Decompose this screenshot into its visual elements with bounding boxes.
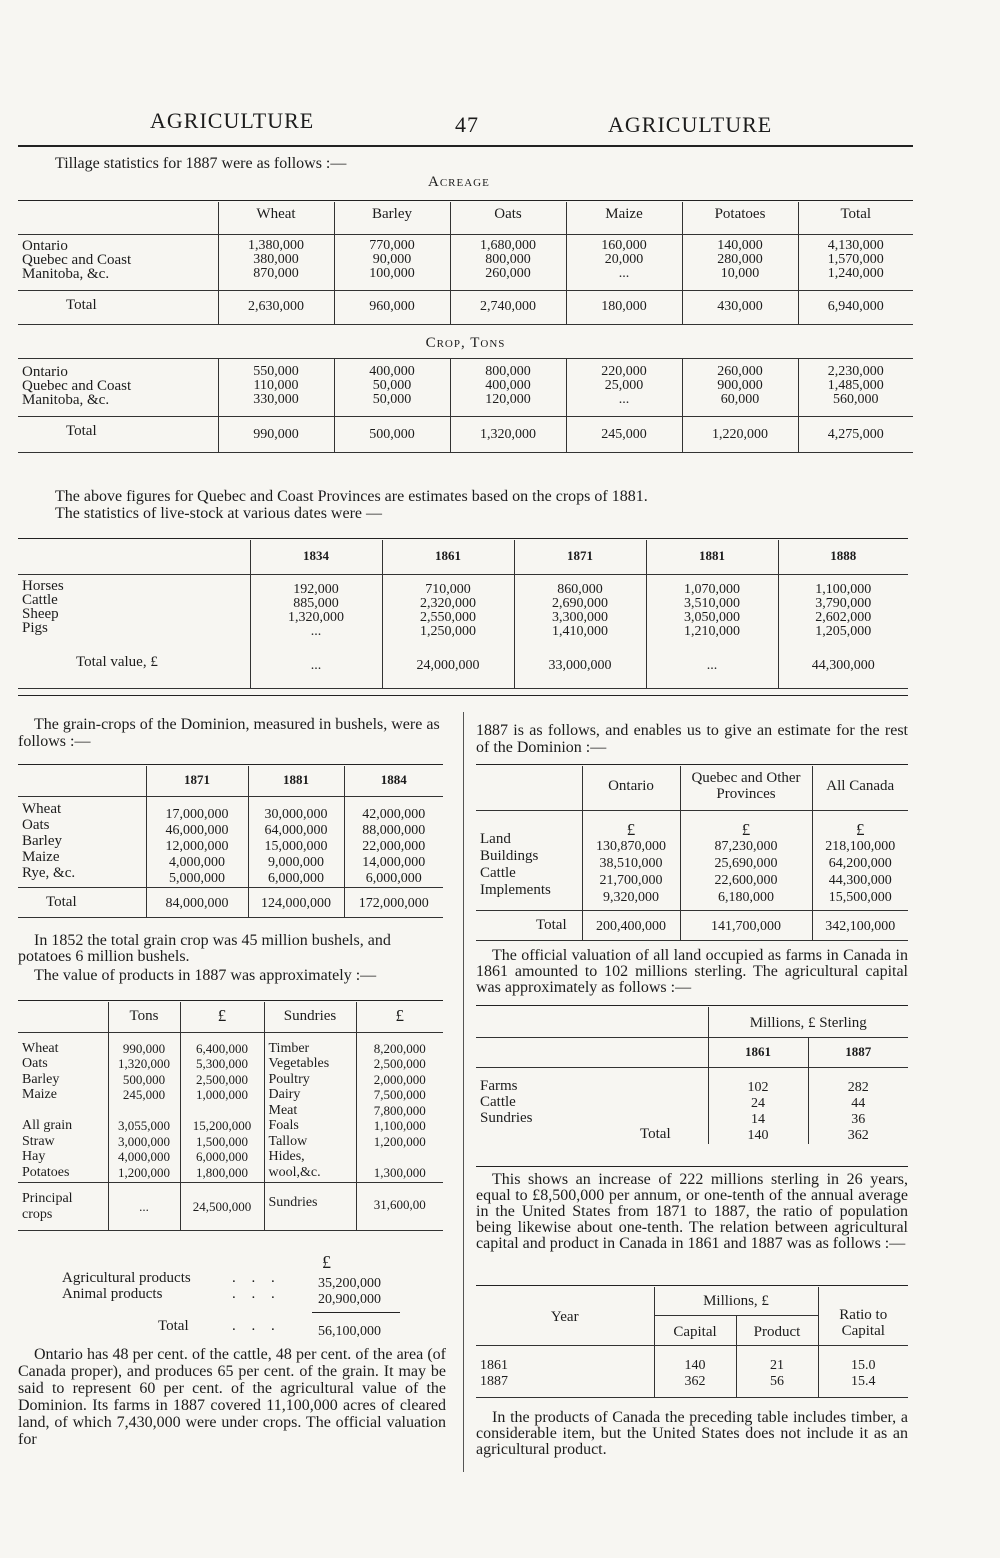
summary-total-label: Total bbox=[158, 1318, 189, 1334]
row-label: Sundries bbox=[480, 1109, 533, 1126]
cell: 6,000,000 bbox=[196, 1149, 248, 1164]
col-wheat: Wheat bbox=[218, 202, 334, 234]
products-col-sundries: Sundries bbox=[264, 1002, 356, 1032]
cell: 430,000 bbox=[682, 290, 798, 324]
cell: 84,000,000 bbox=[146, 887, 248, 917]
ontario-paragraph: Ontario has 48 per cent. of the cattle, 48 per cent. of the area (of Canada proper), and produces 65 per cent. of the grain. It may be said to represent 60 per cent. of the agricultural value of the Dominion. Its farms in 1887 covered 11,100,000 acres of cleared land, of which 7,430,000 were under crops. The official valuation for bbox=[18, 1346, 446, 1448]
cell: 87,230,000 bbox=[714, 838, 778, 854]
row-label: Barley bbox=[22, 832, 62, 849]
acreage-total-label: Total bbox=[66, 296, 97, 313]
currency-sign: £ bbox=[626, 819, 636, 839]
cell: 172,000,000 bbox=[344, 887, 443, 917]
livestock-row-labels bbox=[18, 574, 250, 648]
row-label: Rye, &c. bbox=[22, 864, 76, 881]
cell: 3,050,000 bbox=[684, 609, 740, 625]
cell: 260,000 bbox=[717, 363, 763, 379]
row-label: Hay bbox=[22, 1149, 46, 1164]
cell: 25,000 bbox=[604, 377, 644, 393]
col-barley: Barley bbox=[334, 202, 450, 234]
cell: 88,000,000 bbox=[362, 822, 426, 838]
grain-1852-note: In 1852 the total grain crop was 45 million bushels, and potatoes 6 million bushels. bbox=[18, 932, 391, 965]
cell: 860,000 bbox=[557, 581, 603, 597]
official-valuation-paragraph: The official valuation of all land occupied as farms in Canada in 1861 amounted to 102 millions sterling. The agricultural capital was approximately as follows :— bbox=[476, 947, 908, 996]
products-row-labels bbox=[18, 1032, 108, 1182]
cell: 2,230,000 bbox=[827, 363, 884, 379]
products-intro: The value of products in 1887 was approximately :— bbox=[34, 967, 377, 984]
valuation-row-labels bbox=[476, 810, 582, 910]
cell: 120,000 bbox=[485, 391, 531, 407]
acreage-title: Acreage bbox=[428, 174, 490, 190]
row-label: Land bbox=[480, 830, 511, 847]
cell: 560,000 bbox=[833, 391, 879, 407]
cell: 20,000 bbox=[604, 251, 644, 267]
cell: 1,500,000 bbox=[196, 1133, 248, 1149]
cell: ... bbox=[310, 623, 322, 639]
cell: 990,000 bbox=[122, 1040, 166, 1056]
row-label: Quebec and Coast bbox=[22, 377, 132, 394]
crop-title: Crop, Tons bbox=[425, 334, 506, 351]
column-divider bbox=[463, 712, 464, 1472]
cell: 4,275,000 bbox=[798, 416, 913, 452]
cell: 3,790,000 bbox=[815, 595, 872, 611]
note-estimates: The above figures for Quebec and Coast Provinces are estimates based on the crops of 1881. bbox=[55, 488, 648, 505]
cell: 141,700,000 bbox=[680, 910, 812, 940]
col-maize: Maize bbox=[566, 202, 682, 234]
summary-currency: £ bbox=[322, 1252, 331, 1272]
note-livestock: The statistics of live-stock at various dates were — bbox=[55, 505, 383, 522]
cell: Dairy bbox=[268, 1087, 301, 1102]
cell: 1,300,000 bbox=[373, 1164, 426, 1180]
cell: 1,320,000 bbox=[450, 416, 566, 452]
grain-col-1881: 1881 bbox=[248, 766, 344, 796]
cell bbox=[361, 1149, 440, 1165]
grain-top-rule bbox=[18, 764, 443, 765]
val-col-quebec: Quebec and Other Provinces bbox=[680, 766, 812, 810]
row-label: Wheat bbox=[22, 800, 62, 817]
capital-top-rule bbox=[476, 1005, 908, 1006]
summary-leaders: . . . . . . bbox=[232, 1270, 281, 1302]
cell: 31,600,00 bbox=[356, 1182, 443, 1230]
summary-label: Agricultural products bbox=[62, 1270, 191, 1286]
cell: 6,400,000 bbox=[196, 1040, 248, 1056]
cell: 140,000 bbox=[717, 237, 763, 253]
year-1861: 1861 bbox=[382, 540, 514, 574]
ratio-col-header: Ratio to Capital bbox=[818, 1287, 908, 1345]
cell: 218,100,000 bbox=[825, 838, 896, 854]
crop-total-label: Total bbox=[66, 422, 97, 439]
cell: 1,200,000 bbox=[118, 1164, 170, 1180]
cell: 30,000,000 bbox=[264, 806, 328, 822]
cell: 3,510,000 bbox=[684, 595, 740, 611]
cell: 6,940,000 bbox=[798, 290, 913, 324]
cell: 1,220,000 bbox=[682, 416, 798, 452]
cell: 124,000,000 bbox=[248, 887, 344, 917]
products-col-sundry-pounds: £ bbox=[356, 1002, 443, 1032]
cell: 2,320,000 bbox=[420, 595, 476, 611]
ratio-col-product: Product bbox=[736, 1315, 818, 1345]
summary-total-value: 56,100,000 bbox=[318, 1324, 381, 1339]
cell: 8,200,000 bbox=[373, 1040, 426, 1056]
header-rule bbox=[18, 145, 913, 147]
row-label: All grain bbox=[22, 1118, 73, 1133]
increase-paragraph: This shows an increase of 222 millions sterling in 26 years, equal to £8,500,000 per annum, or one-tenth of the annual average in the United States from 1871 to 1887, the ratio of population being likewise about one-tenth. The relation between agricultural capital and product in Canada in 1861 and 1887 was as follows :— bbox=[476, 1171, 908, 1252]
cell: 5,000,000 bbox=[169, 870, 225, 886]
cell: 380,000 bbox=[253, 251, 299, 267]
cell: 6,180,000 bbox=[718, 889, 774, 905]
cell: Hides, bbox=[268, 1149, 305, 1164]
products-top-rule bbox=[18, 1000, 443, 1001]
cell: 2,000,000 bbox=[373, 1071, 426, 1087]
row-label: Cattle bbox=[480, 1093, 516, 1110]
summary-value: 20,900,000 bbox=[318, 1292, 381, 1307]
cell: Timber bbox=[268, 1040, 310, 1056]
cell: 1,100,000 bbox=[373, 1118, 426, 1133]
col-total: Total bbox=[798, 202, 913, 234]
ratio-col-capital: Capital bbox=[654, 1315, 736, 1345]
cell: 130,870,000 bbox=[596, 838, 666, 854]
cell: 550,000 bbox=[253, 363, 299, 379]
cell: ... bbox=[108, 1182, 180, 1230]
cell: 330,000 bbox=[253, 391, 299, 407]
cell: 102 bbox=[747, 1079, 769, 1095]
continuation-paragraph: 1887 is as follows, and enables us to give an estimate for the rest of the Dominion :— bbox=[476, 722, 908, 756]
grain-table bbox=[18, 766, 443, 918]
cell: 260,000 bbox=[485, 265, 531, 281]
cell: Vegetables bbox=[268, 1056, 330, 1071]
row-label: Buildings bbox=[480, 847, 539, 864]
cell: ... bbox=[250, 648, 382, 688]
currency-sign: £ bbox=[741, 819, 751, 839]
year-1871: 1871 bbox=[514, 540, 646, 574]
cell: 192,000 bbox=[293, 581, 339, 597]
row-label: Sheep bbox=[22, 605, 59, 622]
cell: 1,205,000 bbox=[815, 623, 872, 639]
section-rule bbox=[18, 695, 908, 696]
cell: 800,000 bbox=[485, 251, 531, 267]
grain-col-1884: 1884 bbox=[344, 766, 443, 796]
livestock-total-label: Total value, £ bbox=[76, 654, 158, 670]
running-head-left: AGRICULTURE bbox=[150, 108, 315, 133]
cell: 245,000 bbox=[566, 416, 682, 452]
cell: ... bbox=[646, 648, 778, 688]
cell: 1,380,000 bbox=[248, 237, 304, 253]
cell: 2,690,000 bbox=[552, 595, 608, 611]
capital-row-labels bbox=[476, 1067, 708, 1144]
cell: 160,000 bbox=[601, 237, 647, 253]
summary-values bbox=[318, 1276, 381, 1308]
cell: wool,&c. bbox=[268, 1164, 321, 1180]
tillage-intro: Tillage statistics for 1887 were as follows :— bbox=[55, 155, 347, 172]
cell: 1,070,000 bbox=[684, 581, 740, 597]
cell: 44 bbox=[851, 1095, 866, 1111]
row-label: Quebec and Coast bbox=[22, 251, 132, 268]
cell: 1,210,000 bbox=[684, 623, 740, 639]
cell: 15,000,000 bbox=[264, 838, 328, 854]
cell: ... bbox=[618, 391, 630, 407]
cell: 1,100,000 bbox=[815, 581, 872, 597]
products-table bbox=[18, 1002, 443, 1231]
cell: 50,000 bbox=[372, 391, 412, 407]
cell: 1,240,000 bbox=[827, 265, 884, 281]
cell: Meat bbox=[268, 1102, 298, 1118]
grain-intro: The grain-crops of the Dominion, measured in bushels, were as follows :— bbox=[18, 716, 440, 750]
summary-value: 35,200,000 bbox=[318, 1276, 381, 1291]
cell: Foals bbox=[268, 1118, 299, 1133]
row-label: Barley bbox=[22, 1071, 60, 1087]
cell: 140 bbox=[747, 1127, 769, 1143]
cell: 1,485,000 bbox=[827, 377, 884, 393]
cell: 1,000,000 bbox=[196, 1087, 248, 1102]
cell: 1,320,000 bbox=[288, 609, 344, 625]
cell: 15,500,000 bbox=[828, 889, 892, 905]
cell: 2,602,000 bbox=[815, 609, 872, 625]
cell bbox=[185, 1103, 260, 1119]
cell: 50,000 bbox=[372, 377, 412, 393]
cell: 500,000 bbox=[122, 1071, 166, 1087]
row-label: Maize bbox=[22, 848, 60, 865]
cell: 870,000 bbox=[253, 265, 299, 281]
cell: 900,000 bbox=[717, 377, 763, 393]
cell: 17,000,000 bbox=[165, 806, 229, 822]
row-label: Ontario bbox=[22, 237, 68, 254]
row-label: Manitoba, &c. bbox=[22, 265, 110, 282]
row-label: Farms bbox=[480, 1077, 518, 1094]
row-label: Oats bbox=[22, 1056, 48, 1071]
grain-row-labels bbox=[18, 796, 146, 887]
cell: 960,000 bbox=[334, 290, 450, 324]
row-label: Potatoes bbox=[22, 1164, 70, 1180]
cell: 5,300,000 bbox=[196, 1056, 248, 1071]
ratio-table bbox=[476, 1287, 908, 1398]
cell: 25,690,000 bbox=[714, 855, 778, 871]
cell: 770,000 bbox=[369, 237, 415, 253]
cell: 282 bbox=[847, 1079, 869, 1095]
cell: 280,000 bbox=[717, 251, 763, 267]
acreage-row-labels bbox=[18, 234, 218, 290]
cell: 362 bbox=[847, 1127, 869, 1143]
cell: 60,000 bbox=[720, 391, 760, 407]
valuation-total-label: Total bbox=[536, 916, 567, 933]
cell: Poultry bbox=[268, 1071, 310, 1087]
cell: 42,000,000 bbox=[362, 806, 426, 822]
cell: 500,000 bbox=[334, 416, 450, 452]
cell: 24 bbox=[751, 1095, 765, 1111]
val-col-ontario: Ontario bbox=[582, 766, 680, 810]
cell: 1,410,000 bbox=[552, 623, 608, 639]
row-label: Pigs bbox=[22, 619, 48, 636]
cell: 33,000,000 bbox=[514, 648, 646, 688]
cell: 400,000 bbox=[485, 377, 531, 393]
cell: ... bbox=[618, 265, 630, 281]
cell: 15,200,000 bbox=[192, 1118, 252, 1133]
cell: 4,000,000 bbox=[118, 1149, 170, 1164]
cell: 36 bbox=[851, 1111, 866, 1127]
cell: 7,500,000 bbox=[373, 1087, 426, 1102]
cell: 1,800,000 bbox=[196, 1164, 248, 1180]
row-label: Implements bbox=[480, 881, 551, 898]
cell: 800,000 bbox=[485, 363, 531, 379]
cell: 245,000 bbox=[122, 1087, 166, 1102]
cell: 21 bbox=[770, 1357, 784, 1373]
row-label: 1861 bbox=[480, 1357, 508, 1373]
cell: 6,000,000 bbox=[268, 870, 324, 886]
cell: 15.4 bbox=[851, 1373, 876, 1389]
row-label: Total bbox=[640, 1125, 671, 1142]
principal-crops-label: Principal crops bbox=[22, 1190, 73, 1222]
valuation-top-rule bbox=[476, 764, 908, 765]
cell: 4,000,000 bbox=[169, 854, 225, 870]
capital-col-1861: 1861 bbox=[708, 1037, 808, 1067]
final-paragraph: In the products of Canada the preceding table includes timber, a considerable item, but the United States does not include it as an agricultural product. bbox=[476, 1409, 908, 1458]
cell: 24,500,000 bbox=[180, 1182, 264, 1230]
cell: 44,300,000 bbox=[778, 648, 908, 688]
year-1834: 1834 bbox=[250, 540, 382, 574]
cell: Sundries bbox=[264, 1182, 356, 1230]
cell: 3,000,000 bbox=[118, 1133, 170, 1149]
row-label: Maize bbox=[22, 1087, 57, 1102]
cell: 1,200,000 bbox=[373, 1133, 426, 1149]
capital-group-header: Millions, £ Sterling bbox=[708, 1007, 908, 1037]
cell: 220,000 bbox=[601, 363, 647, 379]
row-label: Oats bbox=[22, 816, 50, 833]
cell: 4,130,000 bbox=[827, 237, 884, 253]
cell: 56 bbox=[770, 1373, 784, 1389]
currency-sign: £ bbox=[856, 819, 865, 839]
cell: 342,100,000 bbox=[812, 910, 908, 940]
cell: 21,700,000 bbox=[599, 872, 663, 888]
row-label: 1887 bbox=[480, 1373, 508, 1389]
cell: 1,680,000 bbox=[480, 237, 536, 253]
cell: 64,000,000 bbox=[264, 822, 328, 838]
ratio-group-header: Millions, £ bbox=[654, 1287, 818, 1315]
cell: 22,600,000 bbox=[714, 872, 778, 888]
cell: 110,000 bbox=[253, 377, 299, 393]
cell: 1,320,000 bbox=[118, 1056, 170, 1071]
crop-row-labels bbox=[18, 358, 218, 416]
page-number: 47 bbox=[455, 112, 479, 137]
cell: 1,570,000 bbox=[827, 251, 884, 267]
cell: 1,250,000 bbox=[420, 623, 476, 639]
cell: 14 bbox=[751, 1111, 765, 1127]
livestock-table bbox=[18, 540, 908, 689]
cell: 885,000 bbox=[293, 595, 339, 611]
cell: 9,000,000 bbox=[268, 854, 324, 870]
valuation-table bbox=[476, 766, 908, 941]
year-1888: 1888 bbox=[778, 540, 908, 574]
cell: 22,000,000 bbox=[362, 838, 426, 854]
cell: 90,000 bbox=[372, 251, 412, 267]
running-head-right: AGRICULTURE bbox=[608, 112, 773, 137]
cell: 10,000 bbox=[720, 265, 760, 281]
cell: 140 bbox=[684, 1357, 706, 1373]
row-label: Cattle bbox=[22, 591, 58, 608]
cell: 3,300,000 bbox=[552, 609, 608, 625]
summary-rule bbox=[312, 1312, 400, 1313]
row-label: Straw bbox=[22, 1133, 55, 1149]
summary-labels bbox=[62, 1270, 191, 1302]
grain-total-label: Total bbox=[46, 893, 77, 910]
cell: 14,000,000 bbox=[362, 854, 426, 870]
products-col-tons: Tons bbox=[108, 1002, 180, 1032]
ratio-row-labels bbox=[476, 1345, 654, 1397]
cell bbox=[113, 1103, 176, 1119]
cell: 710,000 bbox=[425, 581, 471, 597]
cell: 46,000,000 bbox=[165, 822, 229, 838]
cell: 990,000 bbox=[218, 416, 334, 452]
row-label: Ontario bbox=[22, 363, 68, 380]
row-label bbox=[22, 1103, 104, 1119]
col-potatoes: Potatoes bbox=[682, 202, 798, 234]
row-label: Horses bbox=[22, 577, 64, 594]
cell: 9,320,000 bbox=[603, 889, 659, 905]
cell: 2,550,000 bbox=[420, 609, 476, 625]
row-label: Manitoba, &c. bbox=[22, 391, 110, 408]
cell: 3,055,000 bbox=[118, 1118, 170, 1133]
cell: 180,000 bbox=[566, 290, 682, 324]
summary-label: Animal products bbox=[62, 1286, 163, 1302]
cell: 100,000 bbox=[369, 265, 415, 281]
cell: 362 bbox=[684, 1373, 706, 1389]
ratio-top-rule bbox=[476, 1285, 908, 1286]
products-col-pounds: £ bbox=[180, 1002, 264, 1032]
summary-total-leaders: . . . bbox=[232, 1318, 281, 1334]
tillage-table bbox=[18, 202, 913, 453]
cell: 12,000,000 bbox=[165, 838, 229, 854]
capital-col-1887: 1887 bbox=[808, 1037, 908, 1067]
year-1881: 1881 bbox=[646, 540, 778, 574]
livestock-top-rule bbox=[18, 538, 908, 539]
cell: 24,000,000 bbox=[382, 648, 514, 688]
row-label: Wheat bbox=[22, 1040, 59, 1056]
cell: 2,630,000 bbox=[218, 290, 334, 324]
cell: Tallow bbox=[268, 1133, 308, 1149]
cell: 2,500,000 bbox=[196, 1071, 248, 1087]
cell: 2,500,000 bbox=[373, 1056, 426, 1071]
cell: 400,000 bbox=[369, 363, 415, 379]
cell: 15.0 bbox=[851, 1357, 876, 1373]
cell: 38,510,000 bbox=[599, 855, 663, 871]
cell: 64,200,000 bbox=[828, 855, 892, 871]
cell: 2,740,000 bbox=[450, 290, 566, 324]
capital-bottom-rule bbox=[476, 1166, 908, 1167]
val-col-all-canada: All Canada bbox=[812, 766, 908, 810]
cell: 7,800,000 bbox=[373, 1102, 426, 1118]
col-oats: Oats bbox=[450, 202, 566, 234]
grain-col-1871: 1871 bbox=[146, 766, 248, 796]
row-label: Cattle bbox=[480, 864, 516, 881]
tillage-top-rule bbox=[18, 200, 913, 201]
cell: 200,400,000 bbox=[582, 910, 680, 940]
year-header: Year bbox=[550, 1309, 579, 1325]
capital-table bbox=[476, 1007, 908, 1144]
cell: 6,000,000 bbox=[365, 870, 422, 886]
cell: 44,300,000 bbox=[828, 872, 892, 888]
